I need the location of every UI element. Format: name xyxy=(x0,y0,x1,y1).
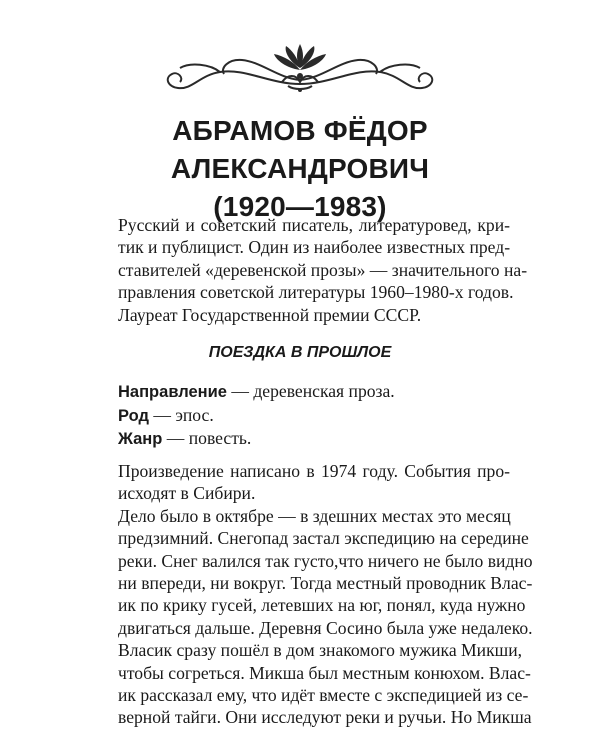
author-heading xyxy=(0,112,600,226)
bio-line: правления советской литературы 1960–1980-х годов. xyxy=(118,282,514,303)
meta-direction xyxy=(118,380,395,404)
summary-text xyxy=(118,460,533,729)
body-line: ик рассказал ему, что идёт вместе с экспедицией из се- xyxy=(118,685,529,706)
author-years: (1920—1983) xyxy=(213,191,387,222)
body-line: двигаться дальше. Деревня Сосино была уже недалеко. xyxy=(118,617,533,638)
meta-kind xyxy=(118,404,395,428)
body-line: исходят в Сибири. xyxy=(118,483,256,504)
author-biography xyxy=(118,214,528,326)
body-line: ни впереди, ни вокруг. Тогда местный проводник Влас- xyxy=(118,573,533,594)
meta-label: Род xyxy=(118,406,149,425)
author-surname-line: АБРАМОВ ФЁДОР xyxy=(172,115,428,146)
meta-genre xyxy=(118,427,395,451)
body-line: реки. Снег валился так густо,что ничего не было видно xyxy=(118,550,533,571)
meta-value: — деревенская проза. xyxy=(226,381,395,401)
meta-value: — эпос. xyxy=(148,404,214,425)
body-line: Дело было в октябре — в здешних местах это месяц xyxy=(118,505,511,526)
body-line: чтобы согреться. Микша был местным конюхом. Влас- xyxy=(118,662,531,683)
bio-line: Лауреат Государственной премии СССР. xyxy=(118,304,422,325)
body-line: предзимний. Снегопад застал экспедицию на середине xyxy=(118,528,529,549)
bio-line: тик и публицист. Один из наиболее известных пред- xyxy=(118,237,511,258)
body-line: ик по крику гусей, летевших на юг, понял, куда нужно xyxy=(118,595,526,616)
decorative-ornament-icon xyxy=(150,38,450,96)
bio-line: ставителей «деревенской прозы» — значительного на- xyxy=(118,259,528,280)
work-title: ПОЕЗДКА В ПРОШЛОЕ xyxy=(208,344,392,361)
meta-label: Направление xyxy=(118,383,227,401)
meta-label: Жанр xyxy=(118,430,163,449)
bio-line: Русский и советский писатель, литературовед, кри- xyxy=(118,215,510,235)
body-line: верной тайги. Они исследуют реки и ручьи. Но Микша xyxy=(118,707,532,728)
work-metadata xyxy=(118,380,395,451)
author-patronymic-line: АЛЕКСАНДРОВИЧ xyxy=(170,153,430,184)
meta-value: — повесть. xyxy=(162,428,252,449)
body-line: Произведение написано в 1974 году. События про- xyxy=(118,461,510,481)
body-line: Власик сразу пошёл в дом знакомого мужика Микши, xyxy=(118,640,523,661)
